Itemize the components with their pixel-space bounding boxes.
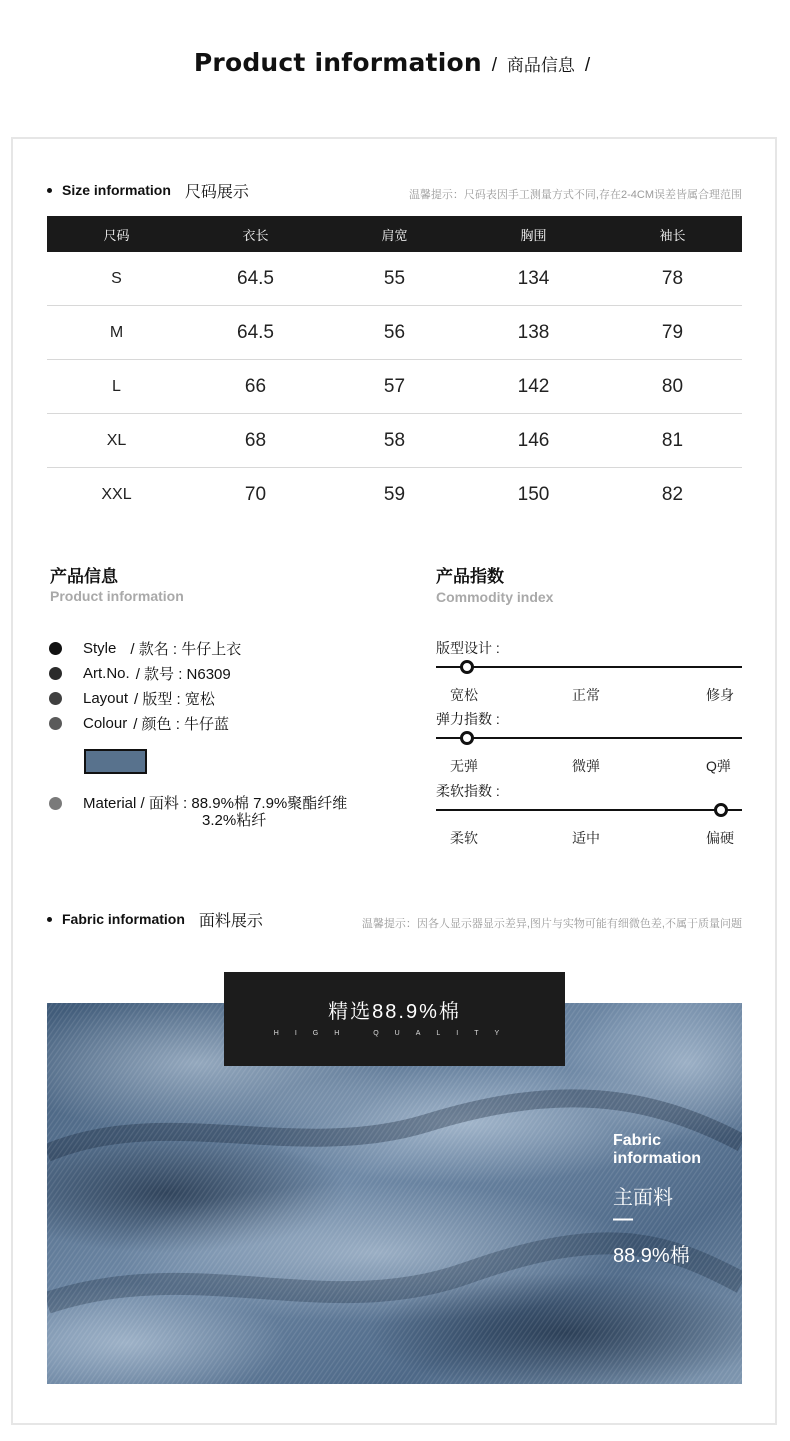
table-cell: M [47, 306, 186, 360]
fabric-heading-cn: 面料展示 [198, 912, 263, 930]
page-title [0, 48, 790, 77]
table-cell: 55 [325, 252, 464, 306]
scale-label-fit: 版型设计 : [436, 640, 500, 656]
info-key: Layout [83, 690, 129, 707]
commodity-index-title: 产品指数 [436, 567, 504, 586]
info-value: / 款名 : 牛仔上衣 [130, 641, 242, 658]
table-cell: 78 [603, 252, 742, 306]
info-row-art-no [49, 663, 231, 684]
table-cell: 146 [464, 414, 603, 468]
table-cell: XL [47, 414, 186, 468]
table-cell: 80 [603, 360, 742, 414]
quality-banner [224, 972, 565, 1066]
scale-knob [460, 731, 474, 745]
info-row-colour [49, 713, 229, 734]
scale-option: 宽松 [450, 687, 478, 703]
bullet-dot [49, 642, 62, 655]
info-row-layout [49, 688, 215, 709]
table-cell: 66 [186, 360, 325, 414]
table-row [47, 252, 742, 306]
overlay-cn: 主面料 [613, 1187, 673, 1209]
bullet-dot [49, 667, 62, 680]
info-value: / 颜色 : 牛仔蓝 [133, 716, 230, 733]
scale-line [436, 666, 742, 668]
table-row [47, 306, 742, 360]
scale-line [436, 737, 742, 739]
bullet-dot [49, 692, 62, 705]
page-title-cn: 商品信息 [506, 56, 575, 75]
product-info-title: 产品信息 [50, 567, 118, 586]
scale-option: 柔软 [450, 830, 478, 846]
scale-label-softness: 柔软指数 : [436, 783, 500, 799]
col-header: 肩宽 [325, 216, 464, 252]
col-header: 衣长 [186, 216, 325, 252]
info-key: Art.No. [83, 665, 130, 682]
table-cell: S [47, 252, 186, 306]
scale-option: 适中 [572, 830, 600, 846]
scale-option: 无弹 [450, 758, 478, 774]
size-table-header [47, 216, 742, 252]
fabric-note: 温馨提示：因各人显示器显示差异,图片与实物可能有细微色差,不属于质量问题 [361, 918, 742, 930]
scale-option: 修身 [706, 687, 734, 703]
overlay-en-line2: information [613, 1150, 701, 1167]
info-value-line2: 3.2%粘纤 [202, 812, 267, 829]
info-value: / 款号 : N6309 [135, 666, 231, 683]
col-header: 袖长 [603, 216, 742, 252]
table-cell: 64.5 [186, 306, 325, 360]
bullet-dot [49, 797, 62, 810]
bullet-dot [49, 717, 62, 730]
table-cell: 59 [383, 483, 406, 505]
scale-option: 正常 [572, 687, 600, 703]
material-text [83, 795, 403, 829]
info-value: / 版型 : 宽松 [134, 691, 215, 708]
info-key: Material [83, 795, 137, 812]
size-table [47, 216, 742, 521]
title-separator: / [491, 55, 498, 76]
product-info-subtitle: Product information [50, 588, 184, 604]
table-row [47, 468, 742, 522]
size-heading-en: Size information [62, 182, 171, 198]
bullet-dot [47, 188, 52, 193]
table-row [47, 360, 742, 414]
table-cell: 79 [603, 306, 742, 360]
bullet-dot [47, 917, 52, 922]
col-header: 尺码 [47, 216, 186, 252]
table-cell: 70 [244, 483, 267, 505]
commodity-index-subtitle: Commodity index [436, 589, 554, 605]
table-cell: 68 [186, 414, 325, 468]
scale-option: 偏硬 [706, 830, 734, 846]
table-cell: 138 [464, 306, 603, 360]
table-cell: 150 [517, 483, 550, 505]
overlay-dash: — [613, 1208, 633, 1230]
scale-option: Q弹 [706, 758, 731, 774]
fabric-section-heading [47, 909, 263, 929]
info-key: Colour [83, 715, 128, 732]
col-header: 胸围 [464, 216, 603, 252]
table-cell: 58 [325, 414, 464, 468]
overlay-value: 88.9%棉 [613, 1245, 690, 1267]
banner-title: 精选88.9%棉 [328, 1001, 461, 1023]
info-key: Style [83, 640, 117, 657]
colour-swatch [84, 749, 147, 774]
table-row [47, 414, 742, 468]
info-row-style [49, 638, 241, 659]
table-cell: XXL [101, 485, 132, 503]
info-value: / 面料 : 88.9%棉 7.9%聚酯纤维 [140, 795, 348, 812]
table-cell: 81 [603, 414, 742, 468]
size-note: 温馨提示：尺码表因手工测量方式不同,存在2-4CM误差皆属合理范围 [408, 189, 742, 201]
table-cell: L [47, 360, 186, 414]
table-cell: 64.5 [186, 252, 325, 306]
table-cell: 56 [325, 306, 464, 360]
scale-knob [714, 803, 728, 817]
title-separator-end: / [584, 55, 591, 76]
overlay-en-line1: Fabric [613, 1132, 662, 1149]
size-section-heading [47, 180, 249, 200]
scale-knob [460, 660, 474, 674]
table-cell: 57 [325, 360, 464, 414]
page-title-en: Product information [193, 48, 482, 77]
scale-label-elasticity: 弹力指数 : [436, 711, 500, 727]
size-heading-cn: 尺码展示 [184, 183, 249, 201]
banner-subtitle: HIGH QUALITY [273, 1030, 516, 1037]
scale-option: 微弹 [572, 758, 600, 774]
fabric-heading-en: Fabric information [62, 911, 185, 927]
overlay-en [613, 1132, 701, 1168]
scale-line [436, 809, 742, 811]
table-cell: 134 [464, 252, 603, 306]
table-cell: 142 [464, 360, 603, 414]
table-cell: 82 [661, 483, 684, 505]
